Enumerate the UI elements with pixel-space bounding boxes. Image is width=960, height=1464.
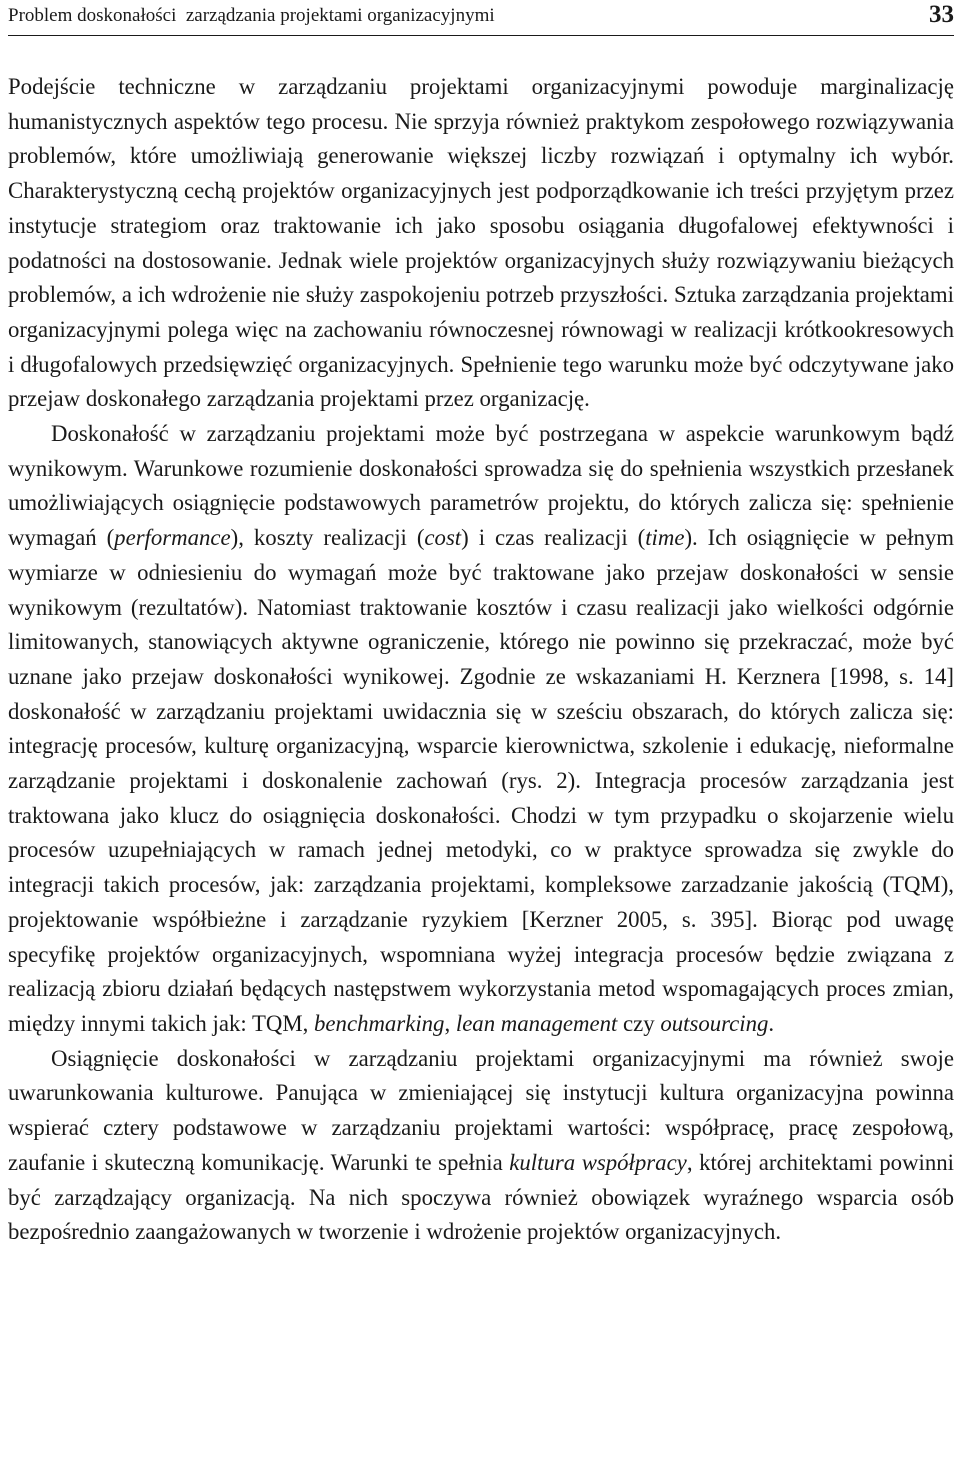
text-segment: , której architektami powinni być zarządzający organizacją. Na nich spoczywa również obowiązek wyraźnego wsparcia osób bezpośrednio zaangażowanych w tworzenie i wdrożenie projektów organizacyjnych. <box>8 1149 955 1245</box>
page-number: 33 <box>929 1 954 28</box>
italic-term-outsourcing: outsourcing <box>660 1010 769 1036</box>
document-page <box>8 0 954 1464</box>
paragraph-1 <box>8 70 954 417</box>
text-segment: Podejście techniczne w zarządzaniu projektami organizacyjnymi powoduje marginalizację humanistycznych aspektów tego procesu. Nie sprzyja również praktykom zespołowego rozwiązywania problemów, które umożliwiają generowanie większej liczby rozwiązań i optymalny ich wybór. Charakterystyczną cechą projektów organizacyjnych jest podporządkowanie ich treści przyjętym przez instytucje strategiom oraz traktowanie ich jako sposobu osiągania długofalowej efektywności i podatności na dostosowanie. Jednak wiele projektów organizacyjnych służy rozwiązywaniu bieżących problemów, a ich wdrożenie nie służy zaspokojeniu potrzeb przyszłości. Sztuka zarządzania projektami organizacyjnymi polega więc na zachowaniu równoczesnej równowagi w realizacji krótkookresowych i długofalowych przedsięwzięć organizacyjnych. Spełnienie tego warunku może być odczytywane jako przejaw doskonałego zarządzania projektami przez organizację. <box>8 74 954 412</box>
running-title: Problem doskonałości zarządzania projektami organizacyjnymi <box>8 5 495 26</box>
italic-term-benchmarking: benchmarking <box>314 1010 445 1036</box>
paragraph-3 <box>8 1042 954 1250</box>
body-text <box>8 70 954 1250</box>
italic-term-cost: cost <box>424 525 462 551</box>
text-segment: . <box>768 1010 775 1036</box>
text-segment: ), koszty realizacji ( <box>230 525 425 551</box>
text-segment: Doskonałość w zarządzaniu projektami może być postrzegana w aspekcie warunkowym bądź wynikowym. Warunkowe rozumienie doskonałości sprowadza się do spełnienia wszystkich przesłanek umożliwiających osiągnięcie podstawowych parametrów projektu, do których zalicza się: spełnienie wymagań ( <box>8 421 954 551</box>
italic-term-kultura-wspolpracy: kultura współpracy <box>509 1149 687 1175</box>
italic-term-time: time <box>645 525 685 551</box>
text-segment: Osiągnięcie doskonałości w zarządzaniu projektami organizacyjnymi ma również swoje uwarunkowania kulturowe. Panująca w zmieniającej się instytucji kultura organizacyjna powinna wspierać cztery podstawowe w zarządzaniu projektami wartości: współpracę, pracę zespołową, zaufanie i skuteczną komunikację. Warunki te spełnia <box>8 1045 954 1175</box>
paragraph-2 <box>8 417 954 1042</box>
running-header <box>8 0 954 36</box>
italic-term-performance: performance <box>114 525 231 551</box>
text-segment: , <box>444 1010 456 1036</box>
text-segment: czy <box>617 1010 661 1036</box>
text-segment: ) i czas realizacji ( <box>461 525 646 551</box>
text-segment: ). Ich osiągnięcie w pełnym wymiarze w odniesieniu do wymagań może być traktowane jako przejaw doskonałości w sensie wynikowym (rezultatów). Natomiast traktowanie kosztów i czasu realizacji jako wielkości odgórnie limitowanych, stanowiących aktywne ograniczenie, którego nie powinno się przekraczać, może być uznane jako przejaw doskonałości wynikowej. Zgodnie ze wskazaniami H. Kerznera [1998, s. 14] doskonałość w zarządzaniu projektami uwidacznia się w sześciu obszarach, do których zalicza się: integrację procesów, kulturę organizacyjną, wsparcie kierownictwa, szkolenie i edukację, nieformalne zarządzanie projektami i doskonalenie zachowań (rys. 2). Integracja procesów zarządzania jest traktowana jako klucz do osiągnięcia doskonałości. Chodzi w tym przypadku o skojarzenie wielu procesów uzupełniających w ramach jednej metodyki, co w praktyce sprowadza się zwykle do integracji takich procesów, jak: zarządzania projektami, kompleksowe zarzadzanie jakością (TQM), projektowanie współbieżne i zarządzanie ryzykiem [Kerzner 2005, s. 395]. Biorąc pod uwagę specyfikę projektów organizacyjnych, wspomniana wyżej integracja procesów będzie związana z realizacją zbioru działań będących następstwem wykorzystania metod wspomagających proces zmian, między innymi takich jak: TQM, <box>8 525 954 1036</box>
italic-term-lean-management: lean management <box>455 1010 618 1036</box>
